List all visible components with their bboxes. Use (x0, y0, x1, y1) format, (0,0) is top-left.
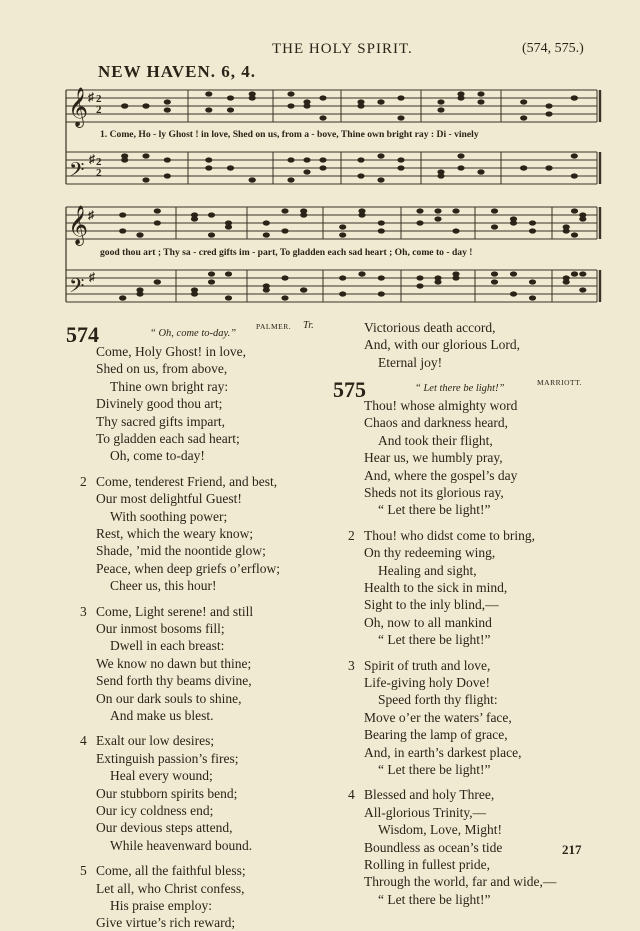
note-head (164, 99, 171, 104)
note-head (227, 165, 234, 170)
verse-line: All-glorious Trinity,— (364, 804, 487, 820)
note-head (319, 165, 326, 170)
verse-line: Thou! whose almighty word (364, 398, 518, 413)
verse-line: Our most delightful Guest! (96, 491, 242, 507)
verse-line: Hear us, we humbly pray, (364, 450, 503, 466)
note-head (164, 107, 171, 112)
page-number: 217 (562, 842, 582, 857)
verse-line: Health to the sick in mind, (364, 580, 508, 595)
verse-line: And make us blest. (110, 708, 214, 723)
verse-line: Blessed and holy Three, (364, 787, 495, 803)
note-head (191, 291, 198, 296)
hymn-author: PALMER. (256, 322, 292, 331)
verse-line: “ Let there be light!” (378, 762, 491, 777)
note-head (579, 287, 586, 292)
verse-line: We know no dawn but thine; (96, 655, 252, 671)
sharp-icon: ♯ (88, 208, 94, 222)
note-head (477, 169, 484, 174)
verse-line: And, in earth’s darkest place, (364, 744, 522, 760)
note-head (529, 295, 536, 300)
note-head (434, 216, 441, 221)
note-head (205, 165, 212, 170)
verse-line: Victorious death accord, (364, 320, 496, 335)
verse-number: 3 (348, 657, 355, 673)
verse-line: And, where the gospel’s day (364, 467, 518, 483)
note-head (571, 173, 578, 178)
note-head (491, 208, 498, 213)
note-head (457, 95, 464, 100)
note-head (121, 157, 128, 162)
note-head (300, 212, 307, 217)
tune-name: NEW HAVEN. 6, 4. (98, 62, 257, 81)
note-head (579, 271, 586, 276)
note-head (579, 216, 586, 221)
note-head (434, 208, 441, 213)
verse-line: Spirit of truth and love, (364, 657, 491, 673)
note-head (287, 177, 294, 182)
verse-line: Sheds not its glorious ray, (364, 485, 504, 500)
note-head (191, 216, 198, 221)
note-head (287, 157, 294, 162)
verse-line: Our devious steps attend, (96, 820, 233, 836)
note-head (571, 271, 578, 276)
note-head (319, 115, 326, 120)
note-head (437, 107, 444, 112)
hymn-author: MARRIOTT. (537, 378, 582, 387)
verse-line: With soothing power; (110, 508, 228, 524)
verse-line: Dwell in each breast: (110, 638, 225, 654)
verse-line: Move o’er the waters’ face, (364, 709, 512, 725)
note-head (477, 91, 484, 96)
note-head (452, 271, 459, 276)
verse-line: And, with our glorious Lord, (364, 337, 520, 353)
verse-line: Give virtue’s rich reward; (96, 915, 236, 931)
bass-clef-icon: 𝄢 (69, 158, 85, 186)
note-head (339, 275, 346, 280)
note-head (205, 157, 212, 162)
time-sig-numerator: 2 (96, 156, 102, 168)
sharp-icon: ♯ (89, 152, 95, 166)
verse-line: Peace, when deep griefs o’erflow; (96, 560, 281, 576)
note-head (416, 275, 423, 280)
note-head (477, 99, 484, 104)
note-head (571, 95, 578, 100)
note-head (529, 228, 536, 233)
verse-line: Our inmost bosoms fill; (96, 621, 225, 636)
note-head (378, 220, 385, 225)
sharp-icon: ♯ (89, 270, 95, 284)
note-head (457, 165, 464, 170)
note-head (339, 224, 346, 229)
note-head (142, 153, 149, 158)
verse-line: Shed on us, from above, (96, 361, 228, 377)
verse-line: His praise employ: (110, 898, 212, 913)
note-head (452, 228, 459, 233)
note-head (529, 220, 536, 225)
hymn-range: (574, 575.) (522, 41, 584, 56)
note-head (510, 291, 517, 296)
translator-mark: Tr. (303, 320, 314, 331)
verse-line: Thou! who didst come to bring, (364, 527, 535, 543)
note-head (227, 107, 234, 112)
verse-line: “ Let there be light!” (378, 891, 491, 907)
verse-line: Chaos and darkness heard, (364, 415, 508, 431)
hymn-epigraph: “ Let there be light!” (415, 383, 505, 394)
note-head (319, 157, 326, 162)
note-head (119, 295, 126, 300)
treble-clef-icon: 𝄞 (68, 205, 89, 245)
verse-line: “ Let there be light!” (378, 502, 491, 518)
note-head (437, 169, 444, 174)
note-head (154, 220, 161, 225)
verse-number: 3 (80, 603, 87, 619)
bass-clef-icon: 𝄢 (69, 274, 85, 302)
note-head (520, 115, 527, 120)
note-head (225, 271, 232, 276)
time-sig-numerator: 2 (96, 93, 102, 105)
verse-line: Healing and sight, (378, 562, 477, 578)
sharp-icon: ♯ (88, 90, 94, 104)
note-head (563, 279, 570, 284)
note-head (300, 287, 307, 292)
note-head (491, 224, 498, 229)
hymn-number: 574 (66, 322, 99, 347)
note-head (378, 275, 385, 280)
verse-line: On our dark souls to shine, (96, 690, 242, 706)
note-head (263, 283, 270, 288)
verse-line: Thy sacred gifts impart, (96, 413, 225, 429)
verse-line: Come, all the faithful bless; (96, 863, 246, 879)
note-head (208, 279, 215, 284)
note-head (378, 228, 385, 233)
note-head (545, 165, 552, 170)
verse-number: 4 (348, 787, 355, 803)
note-head (164, 173, 171, 178)
note-head (208, 212, 215, 217)
note-head (397, 157, 404, 162)
verse-line: Oh, come to-day! (110, 448, 205, 464)
note-head (571, 232, 578, 237)
note-head (205, 91, 212, 96)
music-lyrics-line-1: 1. Come, Ho - ly Ghost ! in love, Shed on us, from a - bove, Thine own bright ray : Di - vinely (100, 129, 479, 140)
note-head (571, 208, 578, 213)
note-head (249, 91, 256, 96)
verse-line: Come, Holy Ghost! in love, (96, 344, 246, 359)
note-head (434, 279, 441, 284)
verse-line: Oh, now to all mankind (364, 614, 492, 630)
note-head (303, 169, 310, 174)
note-head (416, 220, 423, 225)
note-head (437, 99, 444, 104)
note-head (136, 287, 143, 292)
note-head (339, 232, 346, 237)
verse-line: Send forth thy beams divine, (96, 673, 252, 689)
note-head (205, 107, 212, 112)
note-head (563, 224, 570, 229)
note-head (357, 157, 364, 162)
note-head (377, 99, 384, 104)
verse-line: Rest, which the weary know; (96, 526, 254, 541)
note-head (416, 208, 423, 213)
note-head (397, 115, 404, 120)
verse-line: While heavenward bound. (110, 837, 253, 853)
note-head (263, 232, 270, 237)
verse-line: Divinely good thou art; (96, 396, 223, 412)
note-head (154, 279, 161, 284)
note-head (281, 228, 288, 233)
note-head (357, 173, 364, 178)
note-head (491, 271, 498, 276)
verse-line: “ Let there be light!” (378, 632, 491, 648)
verse-line: Rolling in fullest pride, (364, 857, 490, 872)
note-head (452, 208, 459, 213)
note-head (378, 291, 385, 296)
note-head (545, 103, 552, 108)
note-head (510, 271, 517, 276)
verse-line: Heal every wound; (110, 768, 213, 784)
music-score (0, 0, 640, 315)
note-head (457, 153, 464, 158)
verse-number: 2 (348, 527, 355, 543)
note-head (142, 177, 149, 182)
note-head (281, 295, 288, 300)
verse-number: 5 (80, 863, 87, 879)
note-head (225, 295, 232, 300)
verse-line: On thy redeeming wing, (364, 545, 496, 561)
hymn-epigraph: “ Oh, come to-day.” (150, 328, 237, 339)
note-head (249, 177, 256, 182)
note-head (397, 95, 404, 100)
verse-number: 4 (80, 733, 87, 749)
verse-line: Extinguish passion’s fires; (96, 750, 239, 766)
note-head (529, 279, 536, 284)
note-head (357, 99, 364, 104)
verse-line: Our icy coldness end; (96, 803, 214, 818)
note-head (377, 153, 384, 158)
note-head (142, 103, 149, 108)
note-head (119, 212, 126, 217)
time-sig-denominator: 2 (96, 104, 102, 116)
note-head (227, 95, 234, 100)
time-sig-denominator: 2 (96, 167, 102, 179)
verse-line: Cheer us, this hour! (110, 578, 217, 594)
note-head (208, 271, 215, 276)
note-head (358, 208, 365, 213)
note-head (339, 291, 346, 296)
note-heads (119, 91, 586, 300)
verse-line: To gladden each sad heart; (96, 431, 240, 446)
note-head (377, 177, 384, 182)
note-head (319, 95, 326, 100)
verse-line: Speed forth thy flight: (378, 692, 498, 708)
verse-line: Let all, who Christ confess, (96, 880, 245, 896)
note-head (545, 111, 552, 116)
verse-number: 2 (80, 473, 87, 489)
note-head (208, 232, 215, 237)
note-head (154, 208, 161, 213)
verse-line: Shade, ’mid the noontide glow; (96, 543, 266, 559)
verse-line: Eternal joy! (378, 354, 443, 370)
note-head (303, 103, 310, 108)
verse-line: Exalt our low desires; (96, 733, 215, 749)
verse-line: Our stubborn spirits bend; (96, 785, 238, 801)
treble-clef-icon: 𝄞 (68, 87, 89, 127)
note-head (119, 228, 126, 233)
note-head (303, 157, 310, 162)
note-head (520, 99, 527, 104)
note-head (520, 165, 527, 170)
note-head (164, 157, 171, 162)
note-head (397, 165, 404, 170)
note-head (416, 283, 423, 288)
verse-line: Through the world, far and wide,— (364, 874, 557, 890)
verse-line: Come, Light serene! and still (96, 603, 254, 619)
note-head (121, 103, 128, 108)
verse-line: And took their flight, (378, 432, 493, 448)
verse-line: Thine own bright ray: (110, 378, 229, 394)
note-head (281, 275, 288, 280)
verse-line: Bearing the lamp of grace, (364, 727, 508, 743)
note-head (136, 232, 143, 237)
running-title: THE HOLY SPIRIT. (272, 41, 413, 57)
note-head (225, 220, 232, 225)
verse-line: Boundless as ocean’s tide (364, 839, 503, 855)
note-head (358, 271, 365, 276)
note-head (287, 91, 294, 96)
note-head (491, 279, 498, 284)
note-head (263, 220, 270, 225)
verse-line: Sight to the inly blind,— (364, 597, 499, 613)
verse-line: Come, tenderest Friend, and best, (96, 473, 278, 489)
note-head (287, 103, 294, 108)
note-head (571, 153, 578, 158)
note-head (510, 216, 517, 221)
note-head (281, 208, 288, 213)
verse-line: Life-giving holy Dove! (364, 675, 490, 690)
hymn-number: 575 (333, 377, 366, 402)
music-lyrics-line-2: good thou art ; Thy sa - cred gifts im - part, To gladden each sad heart ; Oh, come to - day ! (100, 247, 473, 258)
staff-lines (66, 90, 600, 302)
verse-line: Wisdom, Love, Might! (378, 822, 502, 838)
